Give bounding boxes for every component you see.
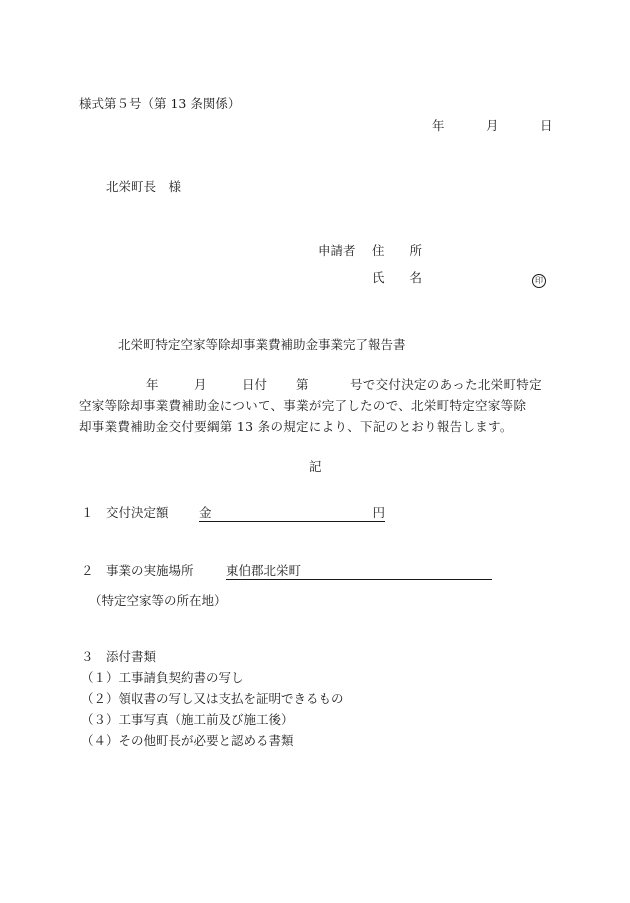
date-month-label: 月 — [486, 118, 499, 133]
item2-value: 東伯郡北栄町 — [226, 563, 302, 578]
attachment-item: （４）その他町長が必要と認める書類 — [81, 733, 294, 748]
address-label: 住 所 — [372, 243, 423, 258]
item1-amount-field — [199, 505, 385, 526]
body-line1-rest: 号で交付決定のあった北栄町特定 — [350, 377, 542, 392]
ki-heading: 記 — [309, 459, 322, 474]
applicant-label: 申請者 — [318, 243, 356, 258]
item1-unit: 円 — [372, 505, 385, 520]
addressee: 北栄町長 様 — [106, 179, 182, 194]
item3-label: ３ 添付書類 — [81, 649, 157, 664]
body-line2: 空家等除却事業費補助金について、事業が完了したので、北栄町特定空家等除 — [79, 398, 527, 413]
body-day-label: 日付 — [242, 377, 268, 392]
body-number-label: 第 — [296, 377, 309, 392]
item1-label: １ 交付決定額 — [81, 505, 169, 520]
body-line3: 却事業費補助金交付要綱第 13 条の規定により、下記のとおり報告します。 — [79, 419, 513, 434]
seal-mark — [532, 271, 546, 288]
seal-icon: 印 — [532, 274, 546, 288]
attachment-item: （３）工事写真（施工前及び施工後） — [81, 712, 294, 727]
item2-label: ２ 事業の実施場所 — [81, 563, 194, 578]
item2-location-field — [226, 563, 492, 580]
attachment-item: （１）工事請負契約書の写し — [81, 670, 244, 685]
date-year-label: 年 — [432, 118, 445, 133]
item1-prefix: 金 — [199, 505, 212, 520]
attachment-item: （２）領収書の写し又は支払を証明できるもの — [81, 691, 344, 706]
date-day-label: 日 — [540, 118, 553, 133]
body-month-label: 月 — [194, 377, 207, 392]
item2-note: （特定空家等の所在地） — [89, 593, 227, 608]
form-number: 様式第５号（第 13 条関係） — [79, 96, 241, 111]
document-title: 北栄町特定空家等除却事業費補助金事業完了報告書 — [118, 337, 406, 352]
body-year-label: 年 — [146, 377, 159, 392]
name-label: 氏 名 — [372, 270, 423, 285]
